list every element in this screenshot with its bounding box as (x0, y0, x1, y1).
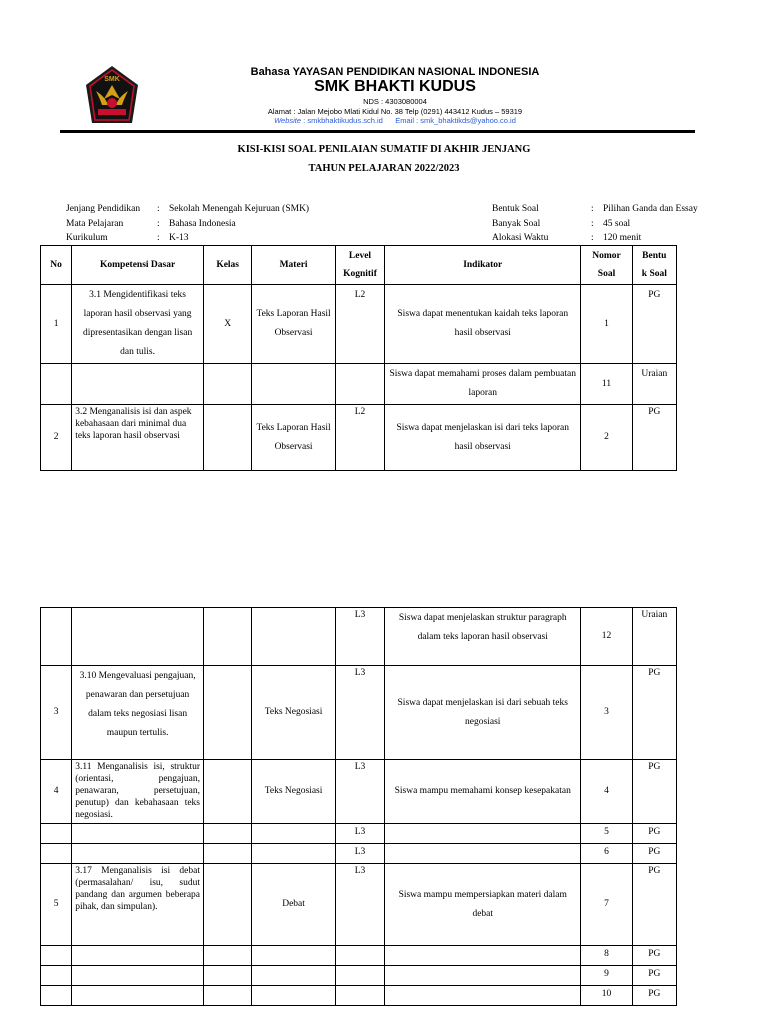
cell-kd (72, 946, 204, 966)
cell-kd (72, 844, 204, 864)
cell-indikator: Siswa dapat menjelaskan struktur paragraph dalam teks laporan hasil observasi (385, 608, 581, 666)
table-row (41, 364, 677, 405)
cell-indikator: Siswa mampu memahami konsep kesepakatan (385, 760, 581, 824)
school-logo (84, 65, 140, 127)
table-row (41, 986, 677, 1006)
cell-bentuk: PG (632, 966, 676, 986)
school-name: SMK BHAKTI KUDUS (314, 78, 476, 95)
cell-kelas (204, 864, 252, 946)
cell-bentuk: PG (632, 666, 676, 760)
cell-nomor: 8 (581, 946, 632, 966)
cell-materi: Teks Laporan Hasil Observasi (252, 405, 336, 471)
cell-materi (252, 824, 336, 844)
cell-kd: 3.17 Menganalisis isi debat (permasalahan/ isu, sudut pandang dan argumen beberapa pihak, dan simpulan). (72, 864, 204, 946)
cell-nomor: 11 (581, 364, 632, 405)
info-left: Jenjang Pendidikan : Sekolah Menengah Kejuruan (SMK) Mata Pelajaran : Bahasa Indonesia Kurikulum : K-13 (66, 202, 309, 246)
info-value: 120 menit (603, 233, 642, 243)
col-header-no: No (41, 246, 72, 285)
cell-level (335, 946, 384, 966)
document-subtitle: TAHUN PELAJARAN 2022/2023 (308, 163, 460, 174)
cell-no (41, 608, 72, 666)
col-header-kd: Kompetensi Dasar (72, 246, 204, 285)
cell-no: 3 (41, 666, 72, 760)
cell-no: 2 (41, 405, 72, 471)
cell-bentuk: PG (632, 760, 676, 824)
cell-kelas (204, 966, 252, 986)
cell-bentuk: Uraian (632, 608, 676, 666)
cell-nomor: 7 (581, 864, 632, 946)
cell-kd: 3.2 Menganalisis isi dan aspek kebahasaan dari minimal dua teks laporan hasil observasi (72, 405, 204, 471)
info-value: K-13 (169, 233, 189, 243)
cell-kelas (204, 405, 252, 471)
info-value: Sekolah Menengah Kejuruan (SMK) (169, 204, 310, 214)
table-row (41, 946, 677, 966)
table-row (41, 824, 677, 844)
cell-bentuk: PG (632, 986, 676, 1006)
table-row (41, 285, 677, 364)
table-row (41, 666, 677, 760)
cell-indikator: Siswa dapat memahami proses dalam pembuatan laporan (385, 364, 581, 405)
cell-no (41, 824, 72, 844)
cell-nomor: 1 (581, 285, 632, 364)
cell-nomor: 4 (581, 760, 632, 824)
cell-bentuk: PG (632, 864, 676, 946)
cell-indikator (385, 966, 581, 986)
cell-kd (72, 986, 204, 1006)
table-row (41, 608, 677, 666)
cell-level (335, 986, 384, 1006)
cell-kelas (204, 844, 252, 864)
cell-indikator: Siswa dapat menentukan kaidah teks laporan hasil observasi (385, 285, 581, 364)
document-title: KISI-KISI SOAL PENILAIAN SUMATIF DI AKHIR JENJANG (237, 144, 531, 155)
cell-materi (252, 844, 336, 864)
cell-kelas (204, 666, 252, 760)
info-key: Banyak Soal (492, 218, 541, 229)
cell-materi (252, 608, 336, 666)
cell-kelas (204, 608, 252, 666)
website-link[interactable]: : smkbhaktikudus.sch.id (301, 116, 383, 125)
info-key: Bentuk Soal (492, 204, 539, 214)
kisi-kisi-table-continued (40, 607, 677, 1006)
website-label: Website (274, 116, 302, 125)
cell-kd: 3.10 Mengevaluasi pengajuan, penawaran dan persetujuan dalam teks negosiasi lisan maupun tertulis. (72, 666, 204, 760)
col-header-indikator: Indikator (385, 246, 581, 285)
cell-level: L3 (335, 844, 384, 864)
cell-kelas (204, 946, 252, 966)
table-row (41, 405, 677, 471)
cell-kelas (204, 986, 252, 1006)
cell-materi: Teks Negosiasi (252, 666, 336, 760)
cell-materi (252, 364, 336, 405)
cell-materi: Teks Laporan Hasil Observasi (252, 285, 336, 364)
col-header-materi: Materi (252, 246, 336, 285)
info-right: Bentuk Soal : Pilihan Ganda dan Essay Banyak Soal : 45 soal Alokasi Waktu : 120 menit (492, 202, 698, 246)
col-header-nomor: Nomor Soal (581, 246, 632, 285)
cell-materi: Debat (252, 864, 336, 946)
cell-level: L2 (335, 285, 384, 364)
cell-level (335, 364, 384, 405)
email-link[interactable]: Email : smk_bhaktikds@yahoo.co.id (395, 116, 516, 125)
cell-indikator: Siswa mampu mempersiapkan materi dalam debat (385, 864, 581, 946)
school-address: Alamat : Jalan Mejobo Mlati Kidul No. 38 Telp (0291) 443412 Kudus – 59319 (267, 107, 523, 116)
cell-no: 4 (41, 760, 72, 824)
cell-no (41, 844, 72, 864)
cell-nomor: 5 (581, 824, 632, 844)
cell-indikator (385, 986, 581, 1006)
cell-no: 5 (41, 864, 72, 946)
info-value: 45 soal (603, 218, 631, 229)
cell-nomor: 6 (581, 844, 632, 864)
cell-indikator (385, 946, 581, 966)
kisi-kisi-table (40, 245, 677, 471)
info-key: Jenjang Pendidikan (66, 204, 141, 214)
info-value: Bahasa Indonesia (169, 218, 236, 229)
cell-level (335, 966, 384, 986)
info-key: Kurikulum (66, 233, 108, 243)
col-header-kelas: Kelas (204, 246, 252, 285)
cell-indikator (385, 824, 581, 844)
cell-no (41, 986, 72, 1006)
cell-no (41, 364, 72, 405)
nds-number: NDS : 4303080004 (363, 97, 427, 106)
cell-level: L2 (335, 405, 384, 471)
info-key: Mata Pelajaran (66, 218, 124, 229)
cell-level: L3 (335, 864, 384, 946)
cell-kd: 3.1 Mengidentifikasi teks laporan hasil observasi yang dipresentasikan dengan lisan dan tulis. (72, 285, 204, 364)
col-header-bentuk: Bentu k Soal (632, 246, 676, 285)
table-row (41, 760, 677, 824)
cell-nomor: 10 (581, 986, 632, 1006)
cell-no (41, 946, 72, 966)
cell-kd (72, 608, 204, 666)
cell-kd: 3.11 Menganalisis isi, struktur (orientasi, pengajuan, penawaran, persetujuan, penutup) dan kebahasaan teks negosiasi. (72, 760, 204, 824)
cell-bentuk: Uraian (632, 364, 676, 405)
cell-materi (252, 966, 336, 986)
table-row (41, 844, 677, 864)
info-key: Alokasi Waktu (492, 233, 549, 243)
cell-kelas (204, 760, 252, 824)
cell-nomor: 3 (581, 666, 632, 760)
cell-level: L3 (335, 666, 384, 760)
cell-materi (252, 946, 336, 966)
cell-nomor: 12 (581, 608, 632, 666)
svg-text:SMK: SMK (104, 76, 120, 83)
cell-indikator: Siswa dapat menjelaskan isi dari teks laporan hasil observasi (385, 405, 581, 471)
cell-materi (252, 986, 336, 1006)
table-row (41, 966, 677, 986)
table-row (41, 864, 677, 946)
cell-bentuk: PG (632, 946, 676, 966)
cell-no (41, 966, 72, 986)
cell-kd (72, 966, 204, 986)
cell-kelas (204, 364, 252, 405)
cell-kd (72, 824, 204, 844)
info-value: Pilihan Ganda dan Essay (603, 204, 698, 214)
cell-bentuk: PG (632, 285, 676, 364)
cell-level: L3 (335, 760, 384, 824)
contact-line (150, 116, 640, 125)
cell-bentuk: PG (632, 405, 676, 471)
cell-level: L3 (335, 824, 384, 844)
cell-bentuk: PG (632, 844, 676, 864)
cell-indikator (385, 844, 581, 864)
cell-nomor: 2 (581, 405, 632, 471)
cell-kd (72, 364, 204, 405)
cell-level: L3 (335, 608, 384, 666)
cell-bentuk: PG (632, 824, 676, 844)
foundation-name: Bahasa YAYASAN PENDIDIKAN NASIONAL INDONESIA (250, 66, 540, 78)
cell-nomor: 9 (581, 966, 632, 986)
header-divider (60, 130, 695, 133)
cell-no: 1 (41, 285, 72, 364)
cell-kelas (204, 824, 252, 844)
cell-indikator: Siswa dapat menjelaskan isi dari sebuah teks negosiasi (385, 666, 581, 760)
table-header-row (41, 246, 677, 285)
col-header-level: Level Kognitif (335, 246, 384, 285)
cell-kelas: X (204, 285, 252, 364)
cell-materi: Teks Negosiasi (252, 760, 336, 824)
